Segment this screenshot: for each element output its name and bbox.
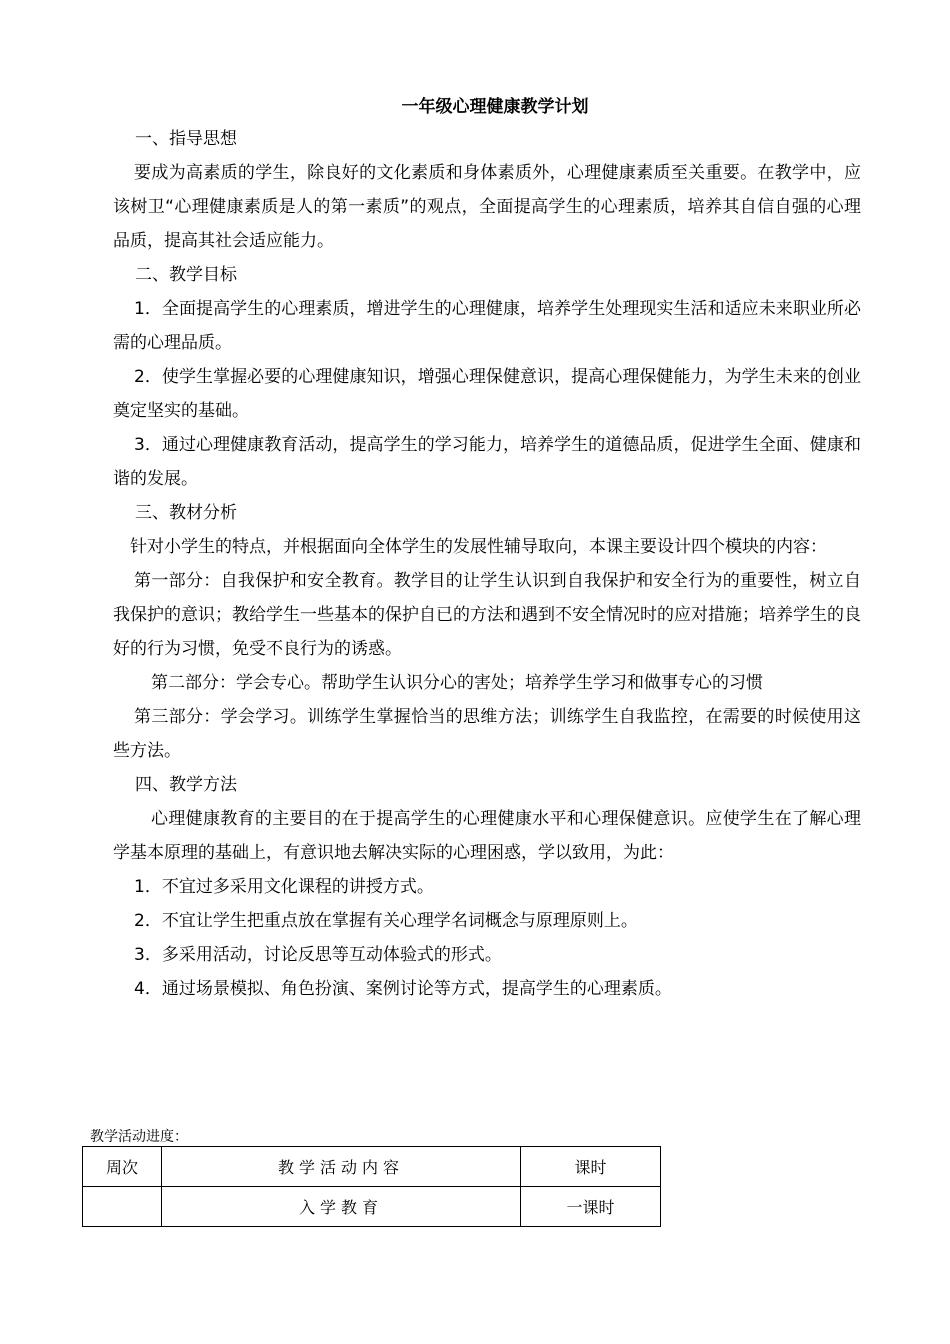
section-heading-teaching-methods: 四、教学方法 (135, 775, 237, 795)
table-header-row (83, 1147, 661, 1187)
header-week: 周次 (83, 1147, 162, 1187)
section-heading-material-analysis: 三、教材分析 (135, 503, 237, 523)
method-item-4: 4．通过场景模拟、角色扮演、案例讨论等方式，提高学生的心理素质。 (134, 979, 672, 999)
document-body (113, 122, 861, 1006)
table-row (83, 1187, 661, 1227)
paragraph-material-intro: 针对小学生的特点，并根据面向全体学生的发展性辅导取向，本课主要设计四个模块的内容： (130, 537, 827, 557)
schedule-table (82, 1146, 661, 1227)
method-item-2: 2．不宜让学生把重点放在掌握有关心理学名词概念与原理原则上。 (134, 911, 638, 931)
paragraph-part-1: 第一部分：自我保护和安全教育。教学目的让学生认识到自我保护和安全行为的重要性，树立自我保护的意识；教给学生一些基本的保护自已的方法和遇到不安全情况时的应对措施；培养学生的良好的行为习惯，免受不良行为的诱惑。 (113, 571, 861, 659)
paragraph-part-3: 第三部分：学会学习。训练学生掌握恰当的思维方法；训练学生自我监控，在需要的时候使用这些方法。 (113, 707, 861, 761)
header-activity: 教学活动内容 (162, 1147, 521, 1187)
method-item-3: 3．多采用活动，讨论反思等互动体验式的形式。 (134, 945, 502, 965)
cell-week (83, 1187, 162, 1227)
section-heading-teaching-goals: 二、教学目标 (135, 265, 237, 285)
goal-item-3: 3．通过心理健康教育活动，提高学生的学习能力，培养学生的道德品质，促进学生全面、健康和谐的发展。 (113, 435, 861, 489)
goal-item-2: 2．使学生掌握必要的心理健康知识，增强心理保健意识，提高心理保健能力，为学生未来的创业奠定坚实的基础。 (113, 367, 861, 421)
paragraph-methods-intro: 心理健康教育的主要目的在于提高学生的心理健康水平和心理保健意识。应使学生在了解心理学基本原理的基础上，有意识地去解决实际的心理困惑，学以致用，为此： (113, 809, 861, 863)
cell-hours: 一课时 (521, 1187, 661, 1227)
method-item-1: 1．不宜过多采用文化课程的讲授方式。 (134, 877, 434, 897)
cell-activity: 入学教育 (162, 1187, 521, 1227)
paragraph-part-2: 第二部分：学会专心。帮助学生认识分心的害处；培养学生学习和做事专心的习惯 (151, 673, 763, 693)
section-heading-guiding-ideology: 一、指导思想 (135, 129, 237, 149)
header-hours: 课时 (521, 1147, 661, 1187)
goal-item-1: 1．全面提高学生的心理素质，增进学生的心理健康，培养学生处理现实生活和适应未来职业所必需的心理品质。 (113, 299, 861, 353)
schedule-caption: 教学活动进度： (90, 1129, 188, 1145)
document-title: 一年级心理健康教学计划 (401, 97, 589, 117)
paragraph-guiding-ideology: 要成为高素质的学生，除良好的文化素质和身体素质外，心理健康素质至关重要。在教学中，应该树卫“心理健康素质是人的第一素质”的观点，全面提高学生的心理素质，培养其自信自强的心理品质，提高其社会适应能力。 (113, 163, 861, 251)
